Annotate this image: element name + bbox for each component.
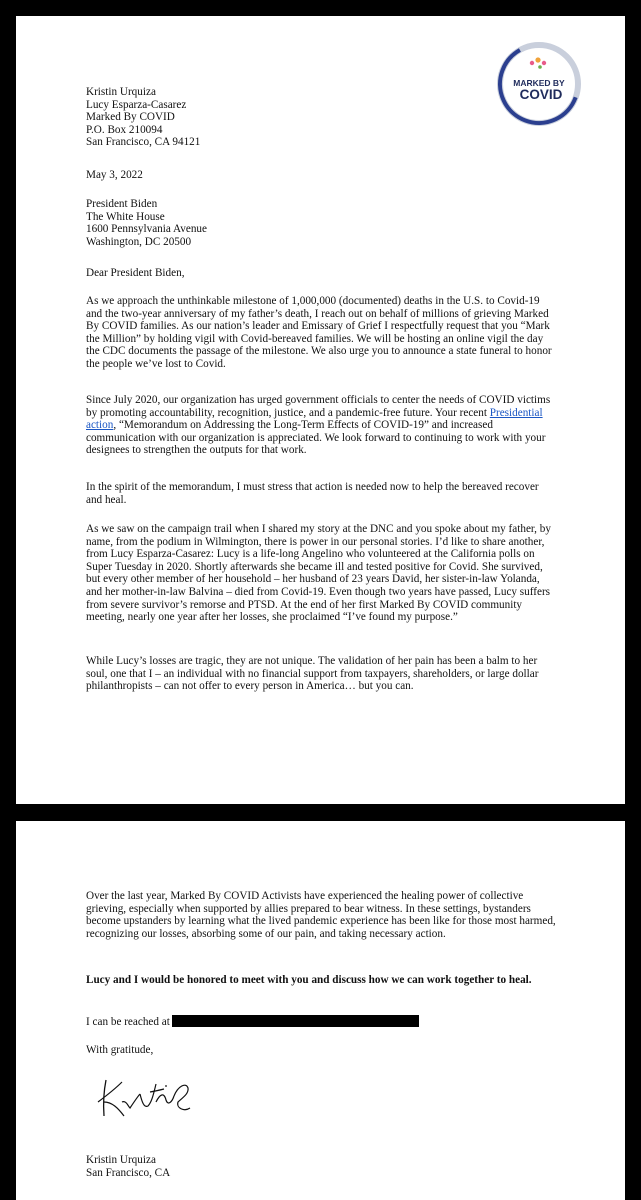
contact-line — [86, 1015, 556, 1029]
paragraph-4 — [86, 523, 556, 624]
letter-date — [86, 169, 556, 182]
presidential-action-link[interactable]: Presidential action — [86, 406, 543, 432]
signoff-block — [86, 1154, 556, 1179]
sender-line: San Francisco, CA 94121 — [86, 136, 201, 149]
paragraph-2-after: , “Memorandum on Addressing the Long-Term Effects of COVID-19” and increased communication with our organization is appreciated. We look forward to continuing to work with your designees to strengthen the outputs for that work. — [86, 419, 546, 457]
salutation — [86, 267, 556, 280]
paragraph-2-text — [86, 394, 556, 457]
paragraph-3-text: In the spirit of the memorandum, I must stress that action is needed now to help the bereaved recover and heal. — [86, 481, 539, 506]
paragraph-2-before: Since July 2020, our organization has urged government officials to center the needs of COVID victims by promoting accountability, recognition, justice, and a pandemic-free future. Your recent — [86, 394, 551, 419]
letter-page-2 — [16, 821, 625, 1200]
sender-line: Marked By COVID — [86, 111, 175, 124]
paragraph-7 — [86, 974, 556, 987]
recipient-line: The White House — [86, 210, 165, 223]
paragraph-2 — [86, 394, 556, 457]
handwritten-signature — [94, 1072, 204, 1122]
recipient-address — [86, 198, 556, 248]
sender-address — [86, 86, 556, 149]
salutation-text: Dear President Biden, — [86, 267, 185, 279]
paragraph-1 — [86, 295, 556, 371]
paragraph-5 — [86, 655, 556, 693]
paragraph-5-text: While Lucy’s losses are tragic, they are not unique. The validation of her pain has been a balm to her soul, one that I – an individual with no financial support from taxpayers, shareholders, or large dollar philanthropists – can not offer to every person in America… but you can. — [86, 655, 539, 693]
signoff-name: Kristin Urquiza — [86, 1154, 156, 1166]
letter-page-1 — [16, 16, 625, 804]
closing-text: With gratitude, — [86, 1044, 154, 1056]
paragraph-6-text: Over the last year, Marked By COVID Activists have experienced the healing power of collective grieving, especially when supported by allies prepared to bear witness. In these settings, bystanders become upstanders by learning what the lived pandemic experience has been like for those most harmed, recognizing our losses, absorbing some of our pain, and taking necessary action. — [86, 890, 556, 940]
recipient-line: 1600 Pennsylvania Avenue — [86, 223, 207, 236]
signoff-location: San Francisco, CA — [86, 1166, 171, 1179]
paragraph-6 — [86, 890, 556, 940]
contact-text: I can be reached at — [86, 1016, 170, 1028]
sender-line: Kristin Urquiza — [86, 86, 156, 98]
date-text: May 3, 2022 — [86, 169, 143, 181]
sender-line: Lucy Esparza-Casarez — [86, 98, 187, 111]
recipient-line: Washington, DC 20500 — [86, 235, 192, 248]
paragraph-1-text: As we approach the unthinkable milestone of 1,000,000 (documented) deaths in the U.S. to Covid-19 and the two-year anniversary of my father’s death, I reach out on behalf of millions of grieving Marked By COVID families. As our nation’s leader and Emissary of Grief I respectfully request that you “Mark the Million” by holding vigil with Covid-bereaved families. We will be hosting an online vigil the day the CDC documents the passage of the milestone. We also urge you to announce a state funeral to honor the people we’ve lost to Covid. — [86, 295, 552, 370]
logo-line2: COVID — [519, 87, 563, 102]
paragraph-4-text: As we saw on the campaign trail when I shared my story at the DNC and you spoke about my father, by name, from the podium in Wilmington, there is power in our personal stories. I’d like to share another, from Lucy Esparza-Casarez: Lucy is a life-long Angelino who volunteered at the California polls on Super Tuesday in 2020. Shortly afterwards she became ill and tested positive for Covid. She survived, but every other member of her household – her husband of 23 years David, her sister-in-law Yolanda, and her mother-in-law Balvina – died from Covid-19. Even though two years have passed, Lucy suffers from severe survivor’s remorse and PTSD. At the end of her first Marked By COVID community meeting, nearly one year after her losses, she proclaimed “I’ve found my purpose.” — [86, 523, 551, 624]
recipient-line: President Biden — [86, 198, 158, 210]
redacted-contact — [172, 1015, 419, 1027]
sender-line: P.O. Box 210094 — [86, 123, 163, 136]
logo-line1: MARKED BY — [513, 78, 565, 88]
closing — [86, 1044, 556, 1057]
paragraph-3 — [86, 481, 556, 506]
paragraph-7-text: Lucy and I would be honored to meet with you and discuss how we can work together to heal. — [86, 974, 532, 986]
